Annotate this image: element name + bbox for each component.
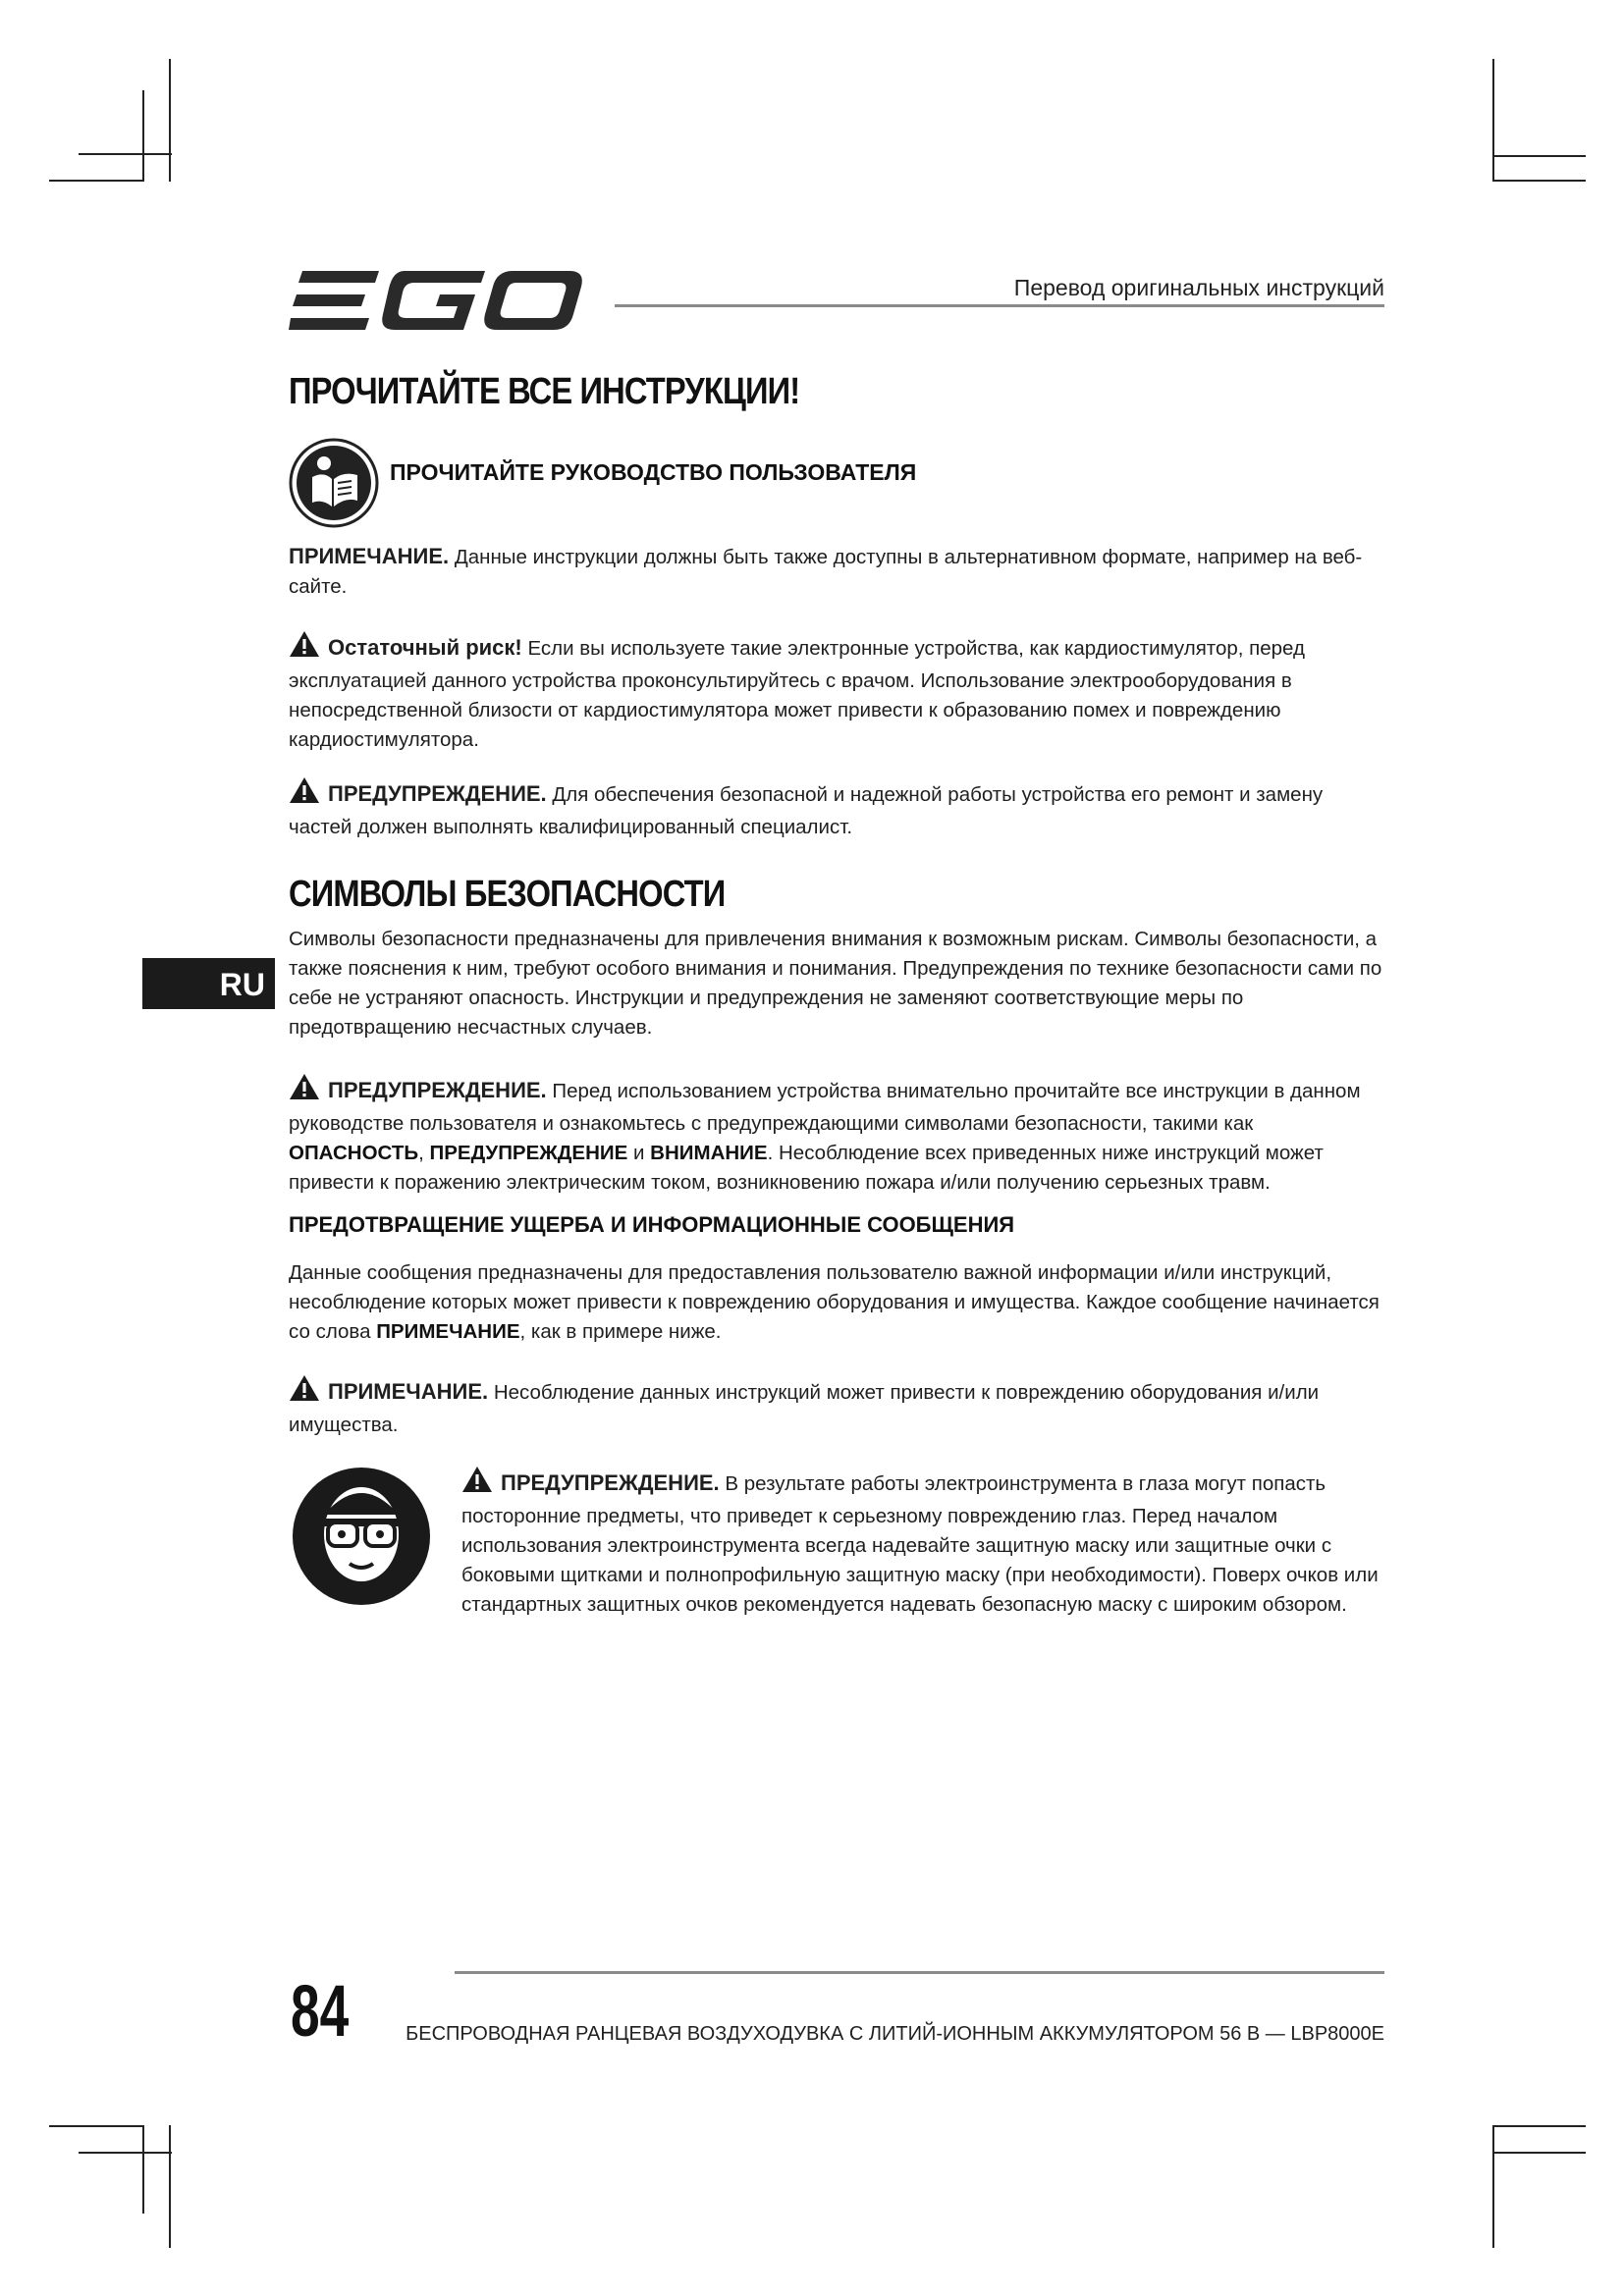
read-manual-icon xyxy=(289,438,379,533)
page-heading: ПРОЧИТАЙТЕ ВСЕ ИНСТРУКЦИИ! xyxy=(289,371,800,412)
crop-mark xyxy=(79,2152,172,2154)
term-danger: ОПАСНОСТЬ xyxy=(289,1142,419,1164)
section-heading-safety-symbols: СИМВОЛЫ БЕЗОПАСНОСТИ xyxy=(289,874,726,915)
eye-warning-label: ПРЕДУПРЕЖДЕНИЕ. xyxy=(501,1470,720,1495)
language-tab: RU xyxy=(142,958,275,1009)
warning-text-a: Перед использованием устройства внимательно прочитайте все инструкции в данном руководстве пользователя и ознакомьтесь с предупреждающими символами безопасности, такими как xyxy=(289,1080,1361,1135)
header-rule xyxy=(615,304,1384,307)
warning-text: Для обеспечения безопасной и надежной работы устройства его ремонт и замену частей должен выполнять квалифицированный специалист. xyxy=(289,783,1324,838)
eye-warning-text: В результате работы электроинструмента в глаза могут попасть посторонние предметы, что приведет к серьезному повреждению глаз. Перед началом использования электроинструмента всегда надевайте защитную маску или защитные очки с боковыми щитками и полнопрофильную защитную маску (при необходимости). Поверх очков или стандартных защитных очков рекомендуется надевать безопасную маску с широким обзором. xyxy=(461,1472,1379,1616)
info-term: ПРИМЕЧАНИЕ xyxy=(376,1320,520,1343)
term-caution: ВНИМАНИЕ xyxy=(650,1142,768,1164)
eye-warning-paragraph xyxy=(461,1466,1389,1620)
warning-triangle-icon xyxy=(289,630,320,667)
read-manual-label: ПРОЧИТАЙТЕ РУКОВОДСТВО ПОЛЬЗОВАТЕЛЯ xyxy=(390,459,917,485)
crop-mark xyxy=(142,90,144,181)
warning-triangle-icon xyxy=(289,1073,320,1109)
note-paragraph-2 xyxy=(289,1374,1388,1440)
residual-risk-paragraph xyxy=(289,630,1388,755)
crop-mark xyxy=(1492,155,1586,157)
crop-mark xyxy=(1492,2125,1586,2127)
brand-logo xyxy=(289,267,583,341)
subheading-damage-prevention: ПРЕДОТВРАЩЕНИЕ УЩЕРБА И ИНФОРМАЦИОННЫЕ СООБЩЕНИЯ xyxy=(289,1212,1015,1237)
safety-goggles-icon xyxy=(291,1466,432,1612)
note-label: ПРИМЕЧАНИЕ. xyxy=(289,544,450,568)
crop-mark xyxy=(1492,59,1494,182)
note-label: ПРИМЕЧАНИЕ. xyxy=(328,1379,489,1404)
residual-risk-text: Если вы используете такие электронные устройства, как кардиостимулятор, перед эксплуатацией данного устройства проконсультируйтесь с врачом. Использование электрооборудования в непосредственной близости от кардиостимулятора может привести к образованию помех и повреждению кардиостимулятора. xyxy=(289,637,1305,751)
footer-rule xyxy=(455,1971,1384,1974)
note-text: Несоблюдение данных инструкций может привести к повреждению оборудования и/или имущества. xyxy=(289,1381,1320,1436)
note-paragraph xyxy=(289,542,1388,602)
note-text: Данные инструкции должны быть также доступны в альтернативном формате, например на веб-сайте. xyxy=(289,546,1363,598)
crop-mark xyxy=(169,59,171,182)
crop-mark xyxy=(49,180,144,182)
warning-label: ПРЕДУПРЕЖДЕНИЕ. xyxy=(328,1078,547,1102)
crop-mark xyxy=(79,153,172,155)
crop-mark xyxy=(142,2125,144,2214)
crop-mark xyxy=(1492,2152,1586,2154)
safety-symbols-intro: Символы безопасности предназначены для привлечения внимания к возможным рискам. Символы безопасности, а также пояснения к ним, требуют особого внимания и понимания. Предупреждения по технике безопасности сами по себе не устраняют опасность. Инструкции и предупреждения не заменяют соответствующие меры по предотвращению несчастных случаев. xyxy=(289,928,1382,1039)
residual-risk-label: Остаточный риск! xyxy=(328,635,522,660)
crop-mark xyxy=(49,2125,144,2127)
info-paragraph: Данные сообщения предназначены для предоставления пользователю важной информации и/или инструкций, несоблюдение которых может привести к повреждению оборудования и имущества. Каждое сообщение начинается со слова ПРИМЕЧАНИЕ, как в примере ниже. xyxy=(289,1261,1380,1343)
crop-mark xyxy=(169,2125,171,2248)
warning-text-b: . Несоблюдение всех приведенных ниже инструкций может привести к поражению электрическим током, возникновению пожара и/или получению серьезных травм. xyxy=(289,1142,1324,1194)
crop-mark xyxy=(1492,180,1586,182)
warning-triangle-icon xyxy=(289,776,320,813)
warning-paragraph-1 xyxy=(289,776,1388,842)
ego-logo-icon xyxy=(289,267,583,336)
header-title: Перевод оригинальных инструкций xyxy=(1013,275,1384,300)
warning-paragraph-2: ПРЕДУПРЕЖДЕНИЕ. Перед использованием устройства внимательно прочитайте все инструкции в данном руководстве пользователя и ознакомьтесь с предупреждающими символами безопасности, такими как ОПАСНОСТЬ, ПРЕДУПРЕЖДЕНИЕ и ВНИМАНИЕ. Несоблюдение всех приведенных ниже инструкций может привести к поражению электрическим током, возникновению пожара и/или получению серьезных травм. xyxy=(289,1073,1388,1198)
term-warning: ПРЕДУПРЕЖДЕНИЕ xyxy=(429,1142,628,1164)
warning-label: ПРЕДУПРЕЖДЕНИЕ. xyxy=(328,781,547,806)
footer-product-title: БЕСПРОВОДНАЯ РАНЦЕВАЯ ВОЗДУХОДУВКА С ЛИТИЙ-ИОННЫМ АККУМУЛЯТОРОМ 56 В — LBP8000E xyxy=(406,2023,1384,2045)
crop-mark xyxy=(1492,2125,1494,2248)
page-number: 84 xyxy=(291,1970,350,2052)
warning-triangle-icon xyxy=(461,1466,493,1502)
warning-triangle-icon xyxy=(289,1374,320,1411)
